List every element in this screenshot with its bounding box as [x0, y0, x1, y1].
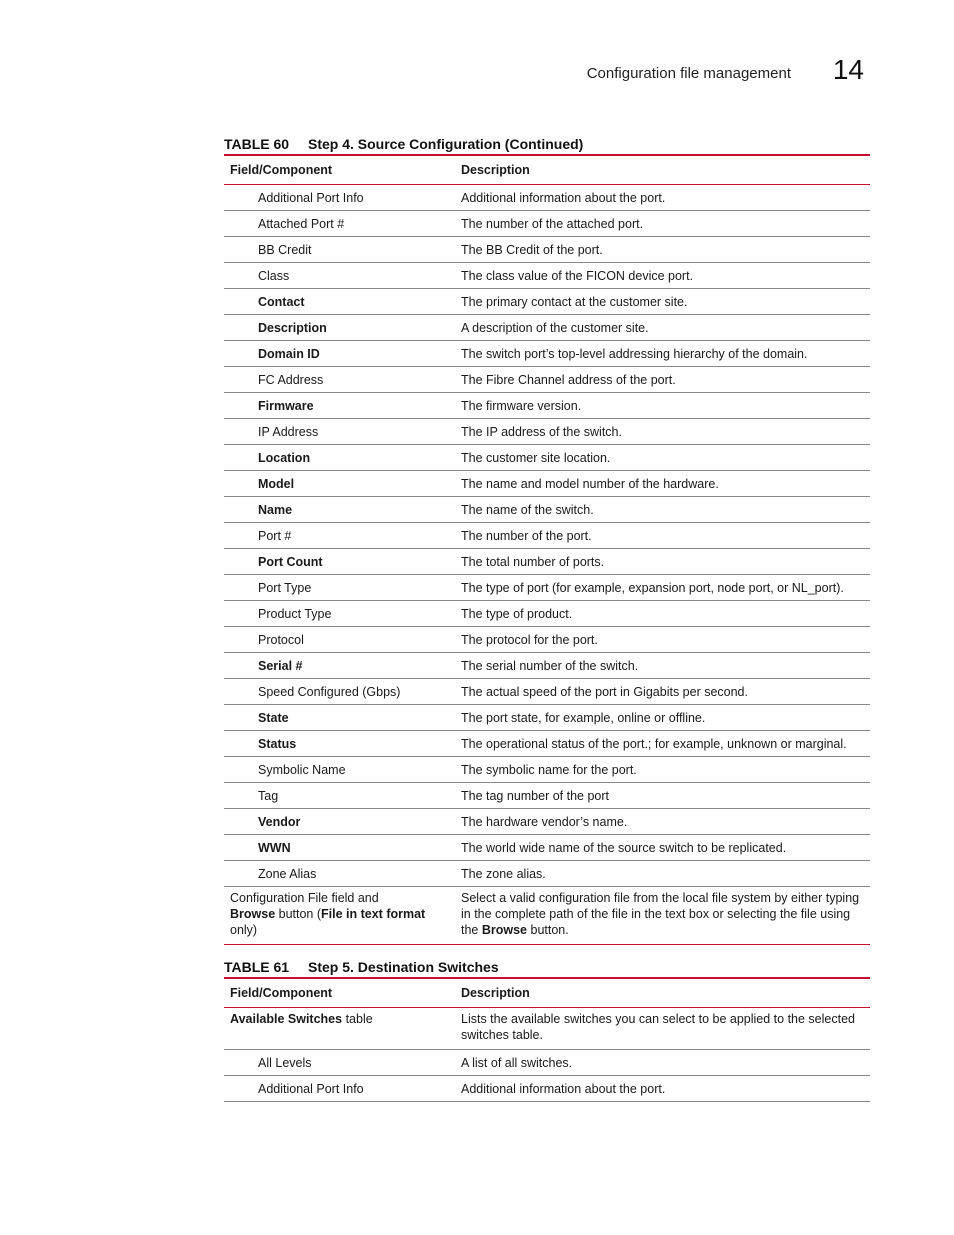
- table-row: [224, 1050, 870, 1076]
- table-row: [224, 445, 870, 471]
- table-row: [224, 835, 870, 861]
- description-cell: A list of all switches.: [455, 1050, 870, 1076]
- description-cell: Lists the available switches you can select to be applied to the selected switches table.: [455, 1008, 870, 1050]
- field-cell: Description: [224, 315, 455, 341]
- table-row: [224, 341, 870, 367]
- field-cell: Attached Port #: [224, 211, 455, 237]
- field-cell: Serial #: [224, 653, 455, 679]
- table-row: [224, 705, 870, 731]
- table-row: [224, 809, 870, 835]
- table-row: [224, 549, 870, 575]
- field-cell: Configuration File field and Browse button (File in text format only): [224, 887, 455, 945]
- table-caption: [224, 957, 870, 977]
- table-row-available-switches: [224, 1008, 870, 1050]
- table-row: [224, 419, 870, 445]
- description-cell: The type of port (for example, expansion port, node port, or NL_port).: [455, 575, 870, 601]
- column-header-field: Field/Component: [224, 978, 455, 1008]
- table-row: [224, 679, 870, 705]
- field-cell: Port Type: [224, 575, 455, 601]
- field-cell: Available Switches table: [224, 1008, 455, 1050]
- field-cell: Additional Port Info: [224, 1076, 455, 1102]
- description-cell: The customer site location.: [455, 445, 870, 471]
- description-cell: The port state, for example, online or offline.: [455, 705, 870, 731]
- field-cell: Location: [224, 445, 455, 471]
- field-cell: FC Address: [224, 367, 455, 393]
- description-cell: The hardware vendor’s name.: [455, 809, 870, 835]
- table-body: [224, 185, 870, 887]
- field-cell: Product Type: [224, 601, 455, 627]
- description-cell: Additional information about the port.: [455, 1076, 870, 1102]
- description-cell: The protocol for the port.: [455, 627, 870, 653]
- chapter-title: Configuration file management: [586, 65, 791, 82]
- field-cell: Domain ID: [224, 341, 455, 367]
- field-cell: Zone Alias: [224, 861, 455, 887]
- destination-switches-table: [224, 977, 870, 1102]
- description-cell: The firmware version.: [455, 393, 870, 419]
- table-title: Step 4. Source Configuration (Continued): [308, 136, 584, 152]
- description-cell: The switch port’s top-level addressing hierarchy of the domain.: [455, 341, 870, 367]
- table-row: [224, 497, 870, 523]
- table-row: [224, 627, 870, 653]
- field-cell: IP Address: [224, 419, 455, 445]
- description-cell: The number of the port.: [455, 523, 870, 549]
- field-cell: WWN: [224, 835, 455, 861]
- description-cell: The name and model number of the hardware.: [455, 471, 870, 497]
- table-row: [224, 471, 870, 497]
- table-row: [224, 731, 870, 757]
- column-header-description: Description: [455, 978, 870, 1008]
- description-cell: The total number of ports.: [455, 549, 870, 575]
- table-row: [224, 783, 870, 809]
- description-cell: Additional information about the port.: [455, 185, 870, 211]
- description-cell: The zone alias.: [455, 861, 870, 887]
- field-cell: BB Credit: [224, 237, 455, 263]
- description-cell: The name of the switch.: [455, 497, 870, 523]
- table-row: [224, 237, 870, 263]
- table-row: [224, 289, 870, 315]
- table-row-configuration-file: [224, 887, 870, 945]
- field-cell: All Levels: [224, 1050, 455, 1076]
- field-cell: Name: [224, 497, 455, 523]
- description-cell: The tag number of the port: [455, 783, 870, 809]
- field-cell: Firmware: [224, 393, 455, 419]
- description-cell: The actual speed of the port in Gigabits per second.: [455, 679, 870, 705]
- table-row: [224, 861, 870, 887]
- table-row: [224, 653, 870, 679]
- field-cell: Contact: [224, 289, 455, 315]
- table-title: Step 5. Destination Switches: [308, 959, 499, 975]
- chapter-number: 14: [832, 54, 864, 85]
- field-cell: Additional Port Info: [224, 185, 455, 211]
- table-header-row: [224, 155, 870, 185]
- table-row: [224, 523, 870, 549]
- table-body: [224, 1050, 870, 1102]
- description-cell: The BB Credit of the port.: [455, 237, 870, 263]
- field-cell: Speed Configured (Gbps): [224, 679, 455, 705]
- field-cell: State: [224, 705, 455, 731]
- table-label: TABLE 61: [224, 959, 290, 975]
- description-cell: The Fibre Channel address of the port.: [455, 367, 870, 393]
- table-row: [224, 185, 870, 211]
- table-60: [224, 134, 870, 945]
- source-configuration-table: [224, 154, 870, 945]
- column-header-description: Description: [455, 155, 870, 185]
- field-cell: Class: [224, 263, 455, 289]
- description-cell: The operational status of the port.; for example, unknown or marginal.: [455, 731, 870, 757]
- field-cell: Tag: [224, 783, 455, 809]
- table-row: [224, 1076, 870, 1102]
- description-cell: The primary contact at the customer site.: [455, 289, 870, 315]
- description-cell: The type of product.: [455, 601, 870, 627]
- page-header: [0, 56, 866, 90]
- table-61: [224, 957, 870, 1102]
- field-cell: Vendor: [224, 809, 455, 835]
- table-row: [224, 757, 870, 783]
- table-row: [224, 575, 870, 601]
- description-cell: Select a valid configuration file from the local file system by either typing in the complete path of the file in the text box or selecting the file using the Browse button.: [455, 887, 870, 945]
- field-cell: Model: [224, 471, 455, 497]
- description-cell: A description of the customer site.: [455, 315, 870, 341]
- description-cell: The number of the attached port.: [455, 211, 870, 237]
- field-cell: Port #: [224, 523, 455, 549]
- table-header-row: [224, 978, 870, 1008]
- column-header-field: Field/Component: [224, 155, 455, 185]
- table-row: [224, 367, 870, 393]
- table-row: [224, 211, 870, 237]
- table-row: [224, 315, 870, 341]
- field-cell: Symbolic Name: [224, 757, 455, 783]
- field-cell: Protocol: [224, 627, 455, 653]
- table-row: [224, 263, 870, 289]
- description-cell: The world wide name of the source switch to be replicated.: [455, 835, 870, 861]
- table-label: TABLE 60: [224, 136, 290, 152]
- description-cell: The IP address of the switch.: [455, 419, 870, 445]
- field-cell: Status: [224, 731, 455, 757]
- description-cell: The symbolic name for the port.: [455, 757, 870, 783]
- table-row: [224, 601, 870, 627]
- description-cell: The serial number of the switch.: [455, 653, 870, 679]
- table-row: [224, 393, 870, 419]
- table-caption: [224, 134, 870, 154]
- field-cell: Port Count: [224, 549, 455, 575]
- description-cell: The class value of the FICON device port.: [455, 263, 870, 289]
